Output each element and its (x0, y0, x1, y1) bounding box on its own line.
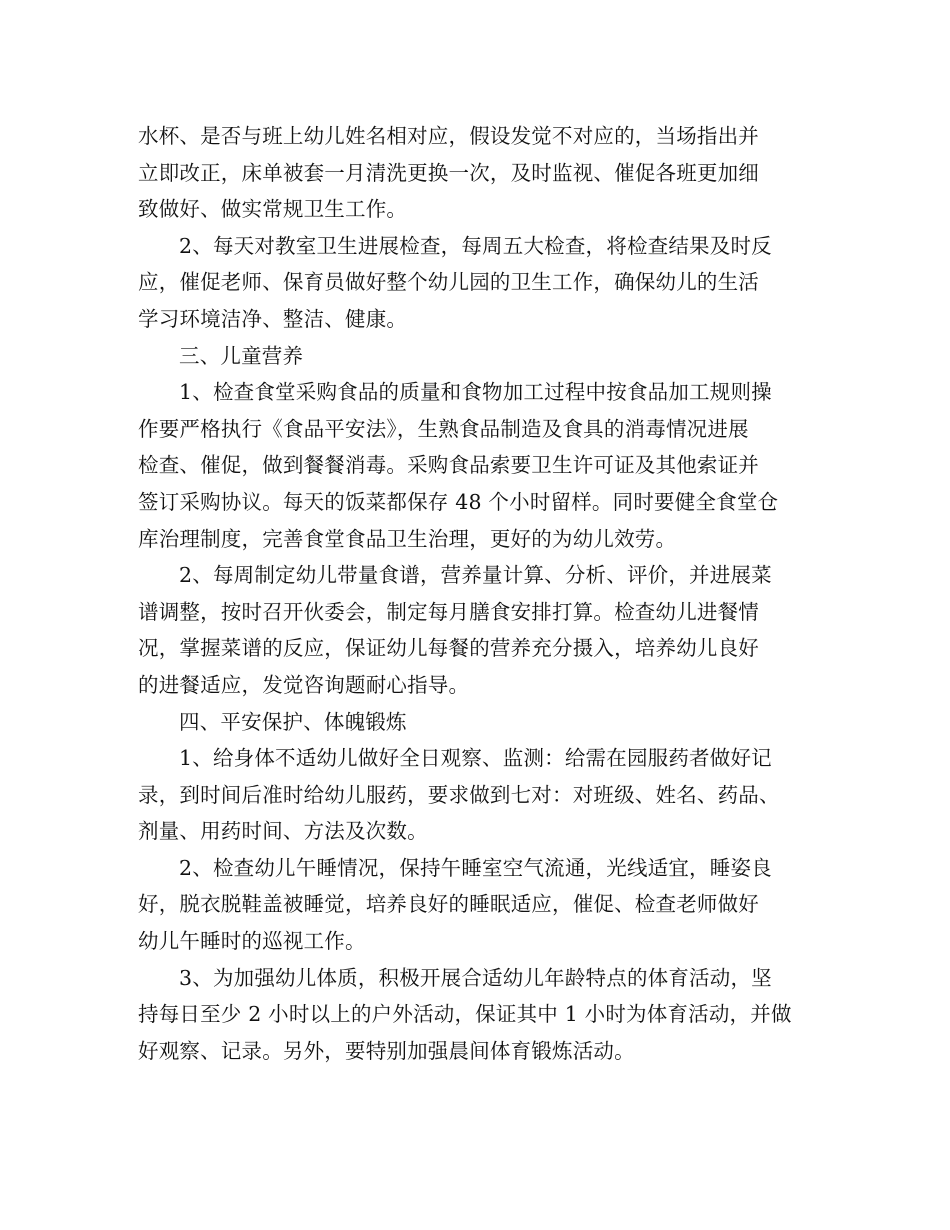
text-line: 的进餐适应，发觉咨询题耐心指导。 (138, 672, 470, 697)
section-heading: 四、平安保护、体魄锻炼 (179, 709, 407, 734)
text-line: 立即改正，床单被套一月清洗更换一次，及时监视、催促各班更加细 (138, 160, 759, 185)
paragraph-start-line: 2、每天对教室卫生进展检查，每周五大检查，将检查结果及时反 (179, 233, 772, 258)
text-line: 致做好、做实常规卫生工作。 (138, 197, 408, 222)
text-line: 好，脱衣脱鞋盖被睡觉，培养良好的睡眠适应，催促、检查老师做好 (138, 892, 759, 917)
paragraph-start-line: 2、检查幼儿午睡情况，保持午睡室空气流通，光线适宜，睡姿良 (179, 855, 772, 880)
text-line: 库治理制度，完善食堂食品卫生治理，更好的为幼儿效劳。 (138, 526, 677, 551)
text-line: 幼儿午睡时的巡视工作。 (138, 929, 366, 954)
text-line: 好观察、记录。另外，要特别加强晨间体育锻炼活动。 (138, 1038, 635, 1063)
text-line: 谱调整，按时召开伙委会，制定每月膳食安排打算。检查幼儿进餐情 (138, 599, 759, 624)
text-line: 况，掌握菜谱的反应，保证幼儿每餐的营养充分摄入，培养幼儿良好 (138, 636, 759, 661)
text-line: 作要严格执行《食品平安法》，生熟食品制造及食具的消毒情况进展 (138, 416, 749, 441)
section-heading: 三、儿童营养 (179, 343, 304, 368)
text-line: 剂量、用药时间、方法及次数。 (138, 819, 428, 844)
paragraph-start-line: 2、每周制定幼儿带量食谱，营养量计算、分析、评价，并进展菜 (179, 563, 772, 588)
text-line: 录，到时间后准时给幼儿服药，要求做到七对：对班级、姓名、药品、 (138, 782, 780, 807)
text-line: 检查、催促，做到餐餐消毒。采购食品索要卫生许可证及其他索证并 (138, 453, 759, 478)
text-line: 持每日至少 2 小时以上的户外活动，保证其中 1 小时为体育活动，并做 (138, 1002, 792, 1027)
text-line: 学习环境洁净、整洁、健康。 (138, 306, 408, 331)
text-line: 签订采购协议。每天的饭菜都保存 48 个小时留样。同时要健全食堂仓 (138, 489, 779, 514)
text-line: 水杯、是否与班上幼儿姓名相对应，假设发觉不对应的，当场指出并 (138, 124, 759, 148)
document-body (138, 118, 828, 1069)
text-line: 应，催促老师、保育员做好整个幼儿园的卫生工作，确保幼儿的生活 (138, 270, 759, 295)
paragraph-start-line: 3、为加强幼儿体质，积极开展合适幼儿年龄特点的体育活动，坚 (179, 965, 772, 990)
paragraph-start-line: 1、检查食堂采购食品的质量和食物加工过程中按食品加工规则操 (179, 380, 772, 405)
paragraph-start-line: 1、给身体不适幼儿做好全日观察、监测：给需在园服药者做好记 (179, 746, 772, 771)
